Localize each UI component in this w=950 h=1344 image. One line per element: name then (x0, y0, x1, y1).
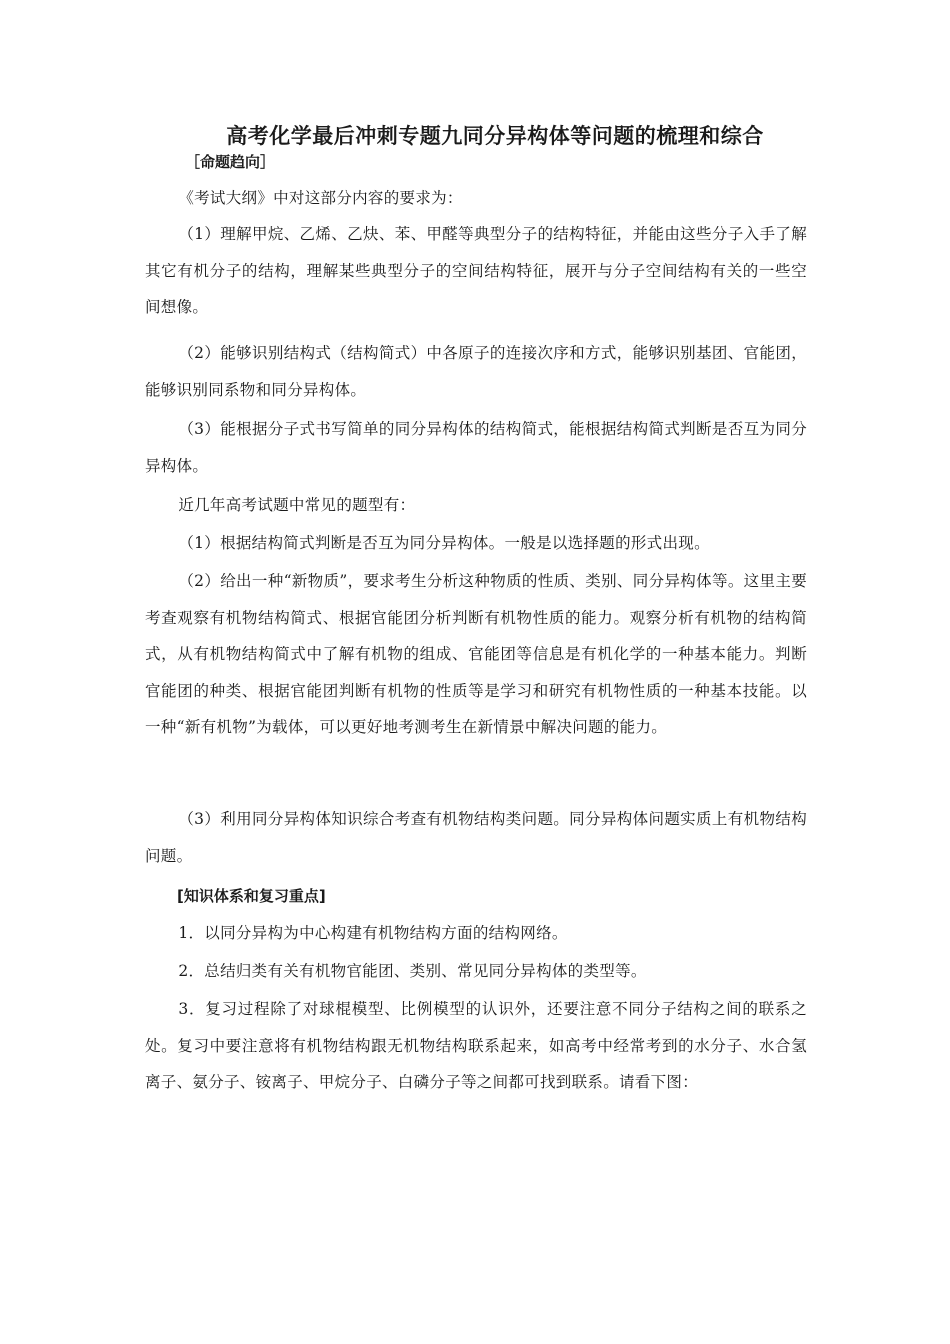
section-heading-trends: ［命题趋向］ (185, 153, 276, 171)
paragraph-point-2: 2．总结归类有关有机物官能团、类别、常见同分异构体的类型等。 (178, 962, 647, 980)
paragraph-question-type-2: （2）给出一种“新物质”，要求考生分析这种物质的性质、类别、同分异构体等。这里主要考查观察有机物结构简式、根据官能团分析判断有机物性质的能力。观察分析有机物的结构简式，从有机物结构简式中了解有机物的组成、官能团等信息是有机化学的一种基本能力。判断官能团的种类、根据官能团判断有机物的性质等是学习和研究有机物性质的一种基本技能。以一种“新有机物”为载体，可以更好地考测考生在新情景中解决问题的能力。 (145, 572, 807, 736)
section-heading-knowledge: [知识体系和复习重点] (177, 887, 326, 905)
paragraph-requirement-2: （2）能够识别结构式（结构简式）中各原子的连接次序和方式，能够识别基团、官能团，能够识别同系物和同分异构体。 (145, 344, 807, 399)
paragraph-question-type-1: （1）根据结构简式判断是否互为同分异构体。一般是以选择题的形式出现。 (178, 534, 710, 552)
document-title: 高考化学最后冲刺专题九同分异构体等问题的梳理和综合 (226, 124, 764, 148)
paragraph-requirement-1: （1）理解甲烷、乙烯、乙炔、苯、甲醛等典型分子的结构特征，并能由这些分子入手了解其它有机分子的结构，理解某些典型分子的空间结构特征，展开与分子空间结构有关的一些空间想像。 (145, 225, 807, 316)
paragraph-syllabus-intro: 《考试大纲》中对这部分内容的要求为： (178, 189, 463, 207)
paragraph-question-types-intro: 近几年高考试题中常见的题型有： (178, 496, 416, 514)
paragraph-question-type-3: （3）利用同分异构体知识综合考查有机物结构类问题。同分异构体问题实质上有机物结构问题。 (145, 810, 807, 865)
paragraph-requirement-3: （3）能根据分子式书写简单的同分异构体的结构简式，能根据结构简式判断是否互为同分异构体。 (145, 420, 807, 475)
paragraph-point-1: 1．以同分异构为中心构建有机物结构方面的结构网络。 (178, 924, 568, 942)
paragraph-point-3: 3．复习过程除了对球棍模型、比例模型的认识外，还要注意不同分子结构之间的联系之处。复习中要注意将有机物结构跟无机物结构联系起来，如高考中经常考到的水分子、水合氢离子、氨分子、铵离子、甲烷分子、白磷分子等之间都可找到联系。请看下图： (145, 1000, 807, 1091)
